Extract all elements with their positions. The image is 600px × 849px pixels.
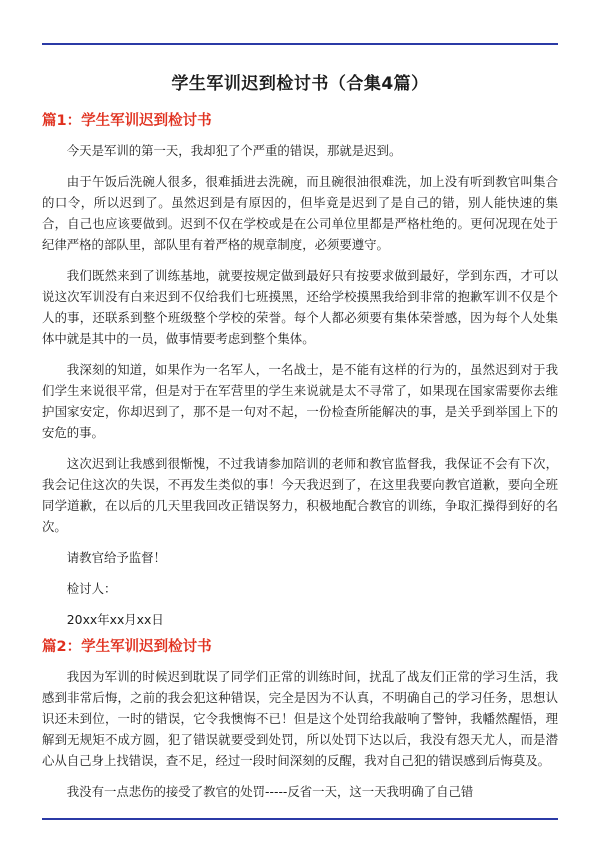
signature-line: 检讨人： [66, 581, 117, 596]
date-line: 20xx年xx月xx日 [66, 612, 164, 627]
paragraph: 由于午饭后洗碗人很多，很难插进去洗碗，而且碗很油很难洗，加上没有听到教官叫集合的口令，所以迟到了。虽然迟到是有原因的，但毕竟是迟到了是自己的错，别人能快速的集合，自己也应该要做到。迟到不仅在学校或是在公司单位里都是严格杜绝的。更何况现在处于纪律严格的部队里，部队里有着严格的规章制度，必须要遵守。 [42, 174, 558, 252]
section-heading-2: 篇2：学生军训迟到检讨书 [42, 639, 212, 655]
paragraph: 我们既然来到了训练基地，就要按规定做到最好只有按要求做到最好，学到东西，才可以说这次军训没有白来迟到不仅给我们七班摸黑，还给学校摸黑我给到非常的抱歉军训不仅是个人的事，还联系到整个班级整个学校的荣誉。每个人都必须要有集体荣誉感，因为每个人处集体中就是其中的一员，做事情要考虑到整个集体。 [42, 268, 558, 346]
bottom-rule [42, 818, 558, 820]
paragraph: 今天是军训的第一天，我却犯了个严重的错误，那就是迟到。 [66, 143, 402, 158]
paragraph: 这次迟到让我感到很惭愧，不过我请参加陪训的老师和教官监督我，我保证不会有下次，我会记住这次的失误，不再发生类似的事！今天我迟到了，在这里我要向教官道歉，要向全班同学道歉，在以后的几天里我回改正错误努力，积极地配合教官的训练，争取汇操得到好的名次。 [42, 456, 558, 534]
paragraph: 我因为军训的时候迟到耽误了同学们正常的训练时间，扰乱了战友们正常的学习生活，我感到非常后悔，之前的我会犯这种错误，完全是因为不认真，不明确自己的学习任务，思想认识还未到位，一时的错误，它令我懊悔不已！但是这个处罚给我敲响了警钟，我幡然醒悟，理解到无规矩不成方圆，犯了错误就要受到处罚，所以处罚下达以后，我没有怨天尤人，而是潜心从自己身上找错误，查不足，经过一段时间深刻的反醒，我对自己犯的错误感到后悔莫及。 [42, 669, 558, 768]
document-body [42, 72, 558, 812]
page-title: 学生军训迟到检讨书（合集4篇） [171, 74, 429, 94]
closing-line: 请教官给予监督！ [66, 550, 166, 565]
paragraph: 我深刻的知道，如果作为一名军人，一名战士，是不能有这样的行为的，虽然迟到对于我们学生来说很平常，但是对于在军营里的学生来说就是太不寻常了，如果现在国家需要你去维护国家安定，你却迟到了，那不是一句对不起，一份检查所能解决的事，是关乎到举国上下的安危的事。 [42, 362, 558, 440]
top-rule [42, 43, 558, 45]
section-heading-1: 篇1：学生军训迟到检讨书 [42, 113, 212, 129]
paragraph: 我没有一点悲伤的接受了教官的处罚-----反省一天，这一天我明确了自己错 [66, 784, 474, 799]
